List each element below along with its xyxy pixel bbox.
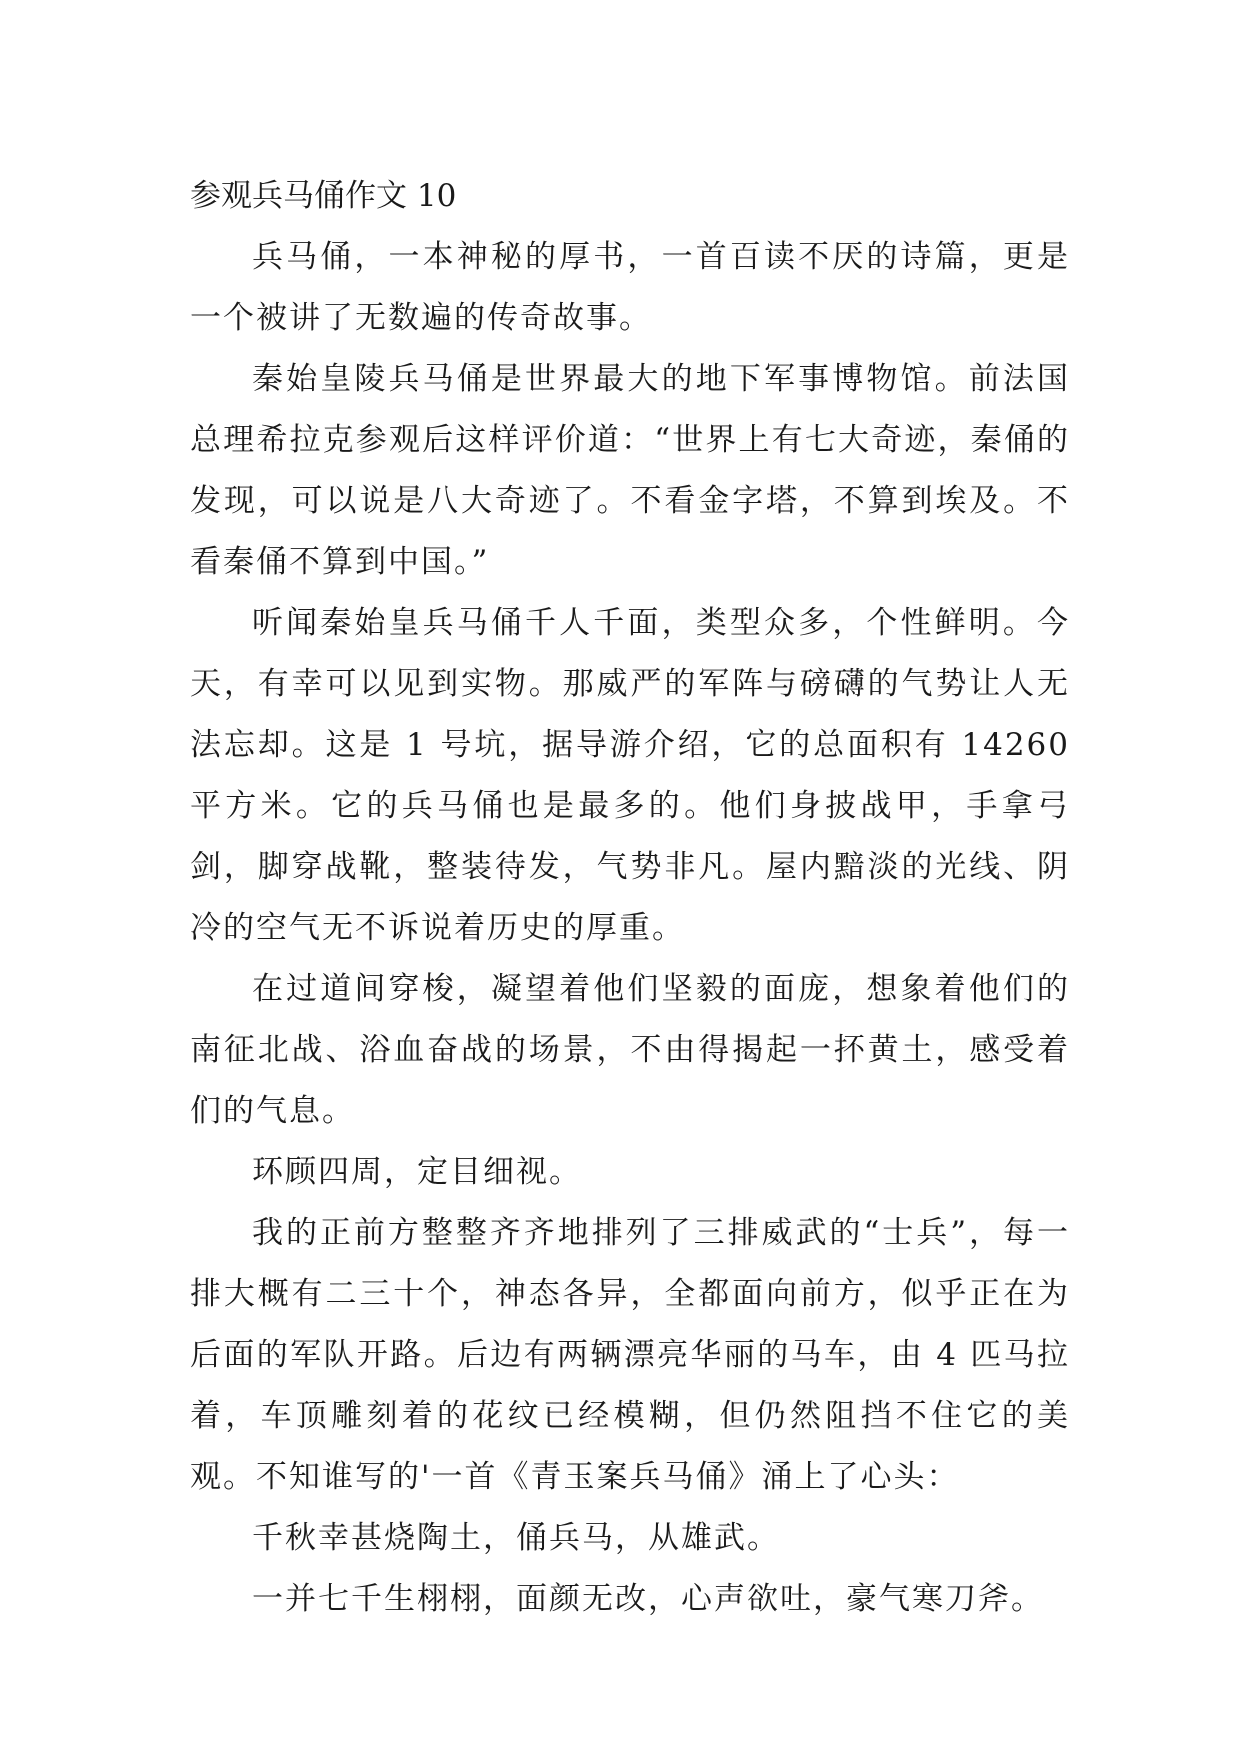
paragraph: 我的正前方整整齐齐地排列了三排威武的“士兵”，每一排大概有二三十个，神态各异，全都面向前方，似乎正在为后面的军队开路。后边有两辆漂亮华丽的马车，由 4 匹马拉着，车顶雕刻着的花纹已经模糊，但仍然阻挡不住它的美观。不知谁写的'一首《青玉案兵马俑》涌上了心头：: [190, 1215, 1070, 1495]
poem-line: 一并七千生栩栩，面颜无改，心声欲吐，豪气寒刀斧。: [252, 1581, 1044, 1617]
paragraph: 在过道间穿梭，凝望着他们坚毅的面庞，想象着他们的南征北战、浴血奋战的场景，不由得揭起一抔黄土，感受着们的气息。: [190, 971, 1070, 1129]
paragraph: 兵马俑，一本神秘的厚书，一首百读不厌的诗篇，更是一个被讲了无数遍的传奇故事。: [190, 239, 1070, 336]
document-body: [190, 166, 1070, 1630]
poem-line: 千秋幸甚烧陶土，俑兵马，从雄武。: [252, 1520, 780, 1556]
paragraph: 听闻秦始皇兵马俑千人千面，类型众多，个性鲜明。今天，有幸可以见到实物。那威严的军阵与磅礴的气势让人无法忘却。这是 1 号坑，据导游介绍，它的总面积有 14260 平方米。它的兵马俑也是最多的。他们身披战甲，手拿弓剑，脚穿战靴，整装待发，气势非凡。屋内黯淡的光线、阴冷的空气无不诉说着历史的厚重。: [190, 605, 1070, 946]
paragraph: 秦始皇陵兵马俑是世界最大的地下军事博物馆。前法国总理希拉克参观后这样评价道：“世界上有七大奇迹，秦俑的发现，可以说是八大奇迹了。不看金字塔，不算到埃及。不看秦俑不算到中国。”: [190, 361, 1070, 580]
paragraph: 环顾四周，定目细视。: [252, 1154, 582, 1190]
document-title: 参观兵马俑作文 10: [190, 178, 457, 214]
